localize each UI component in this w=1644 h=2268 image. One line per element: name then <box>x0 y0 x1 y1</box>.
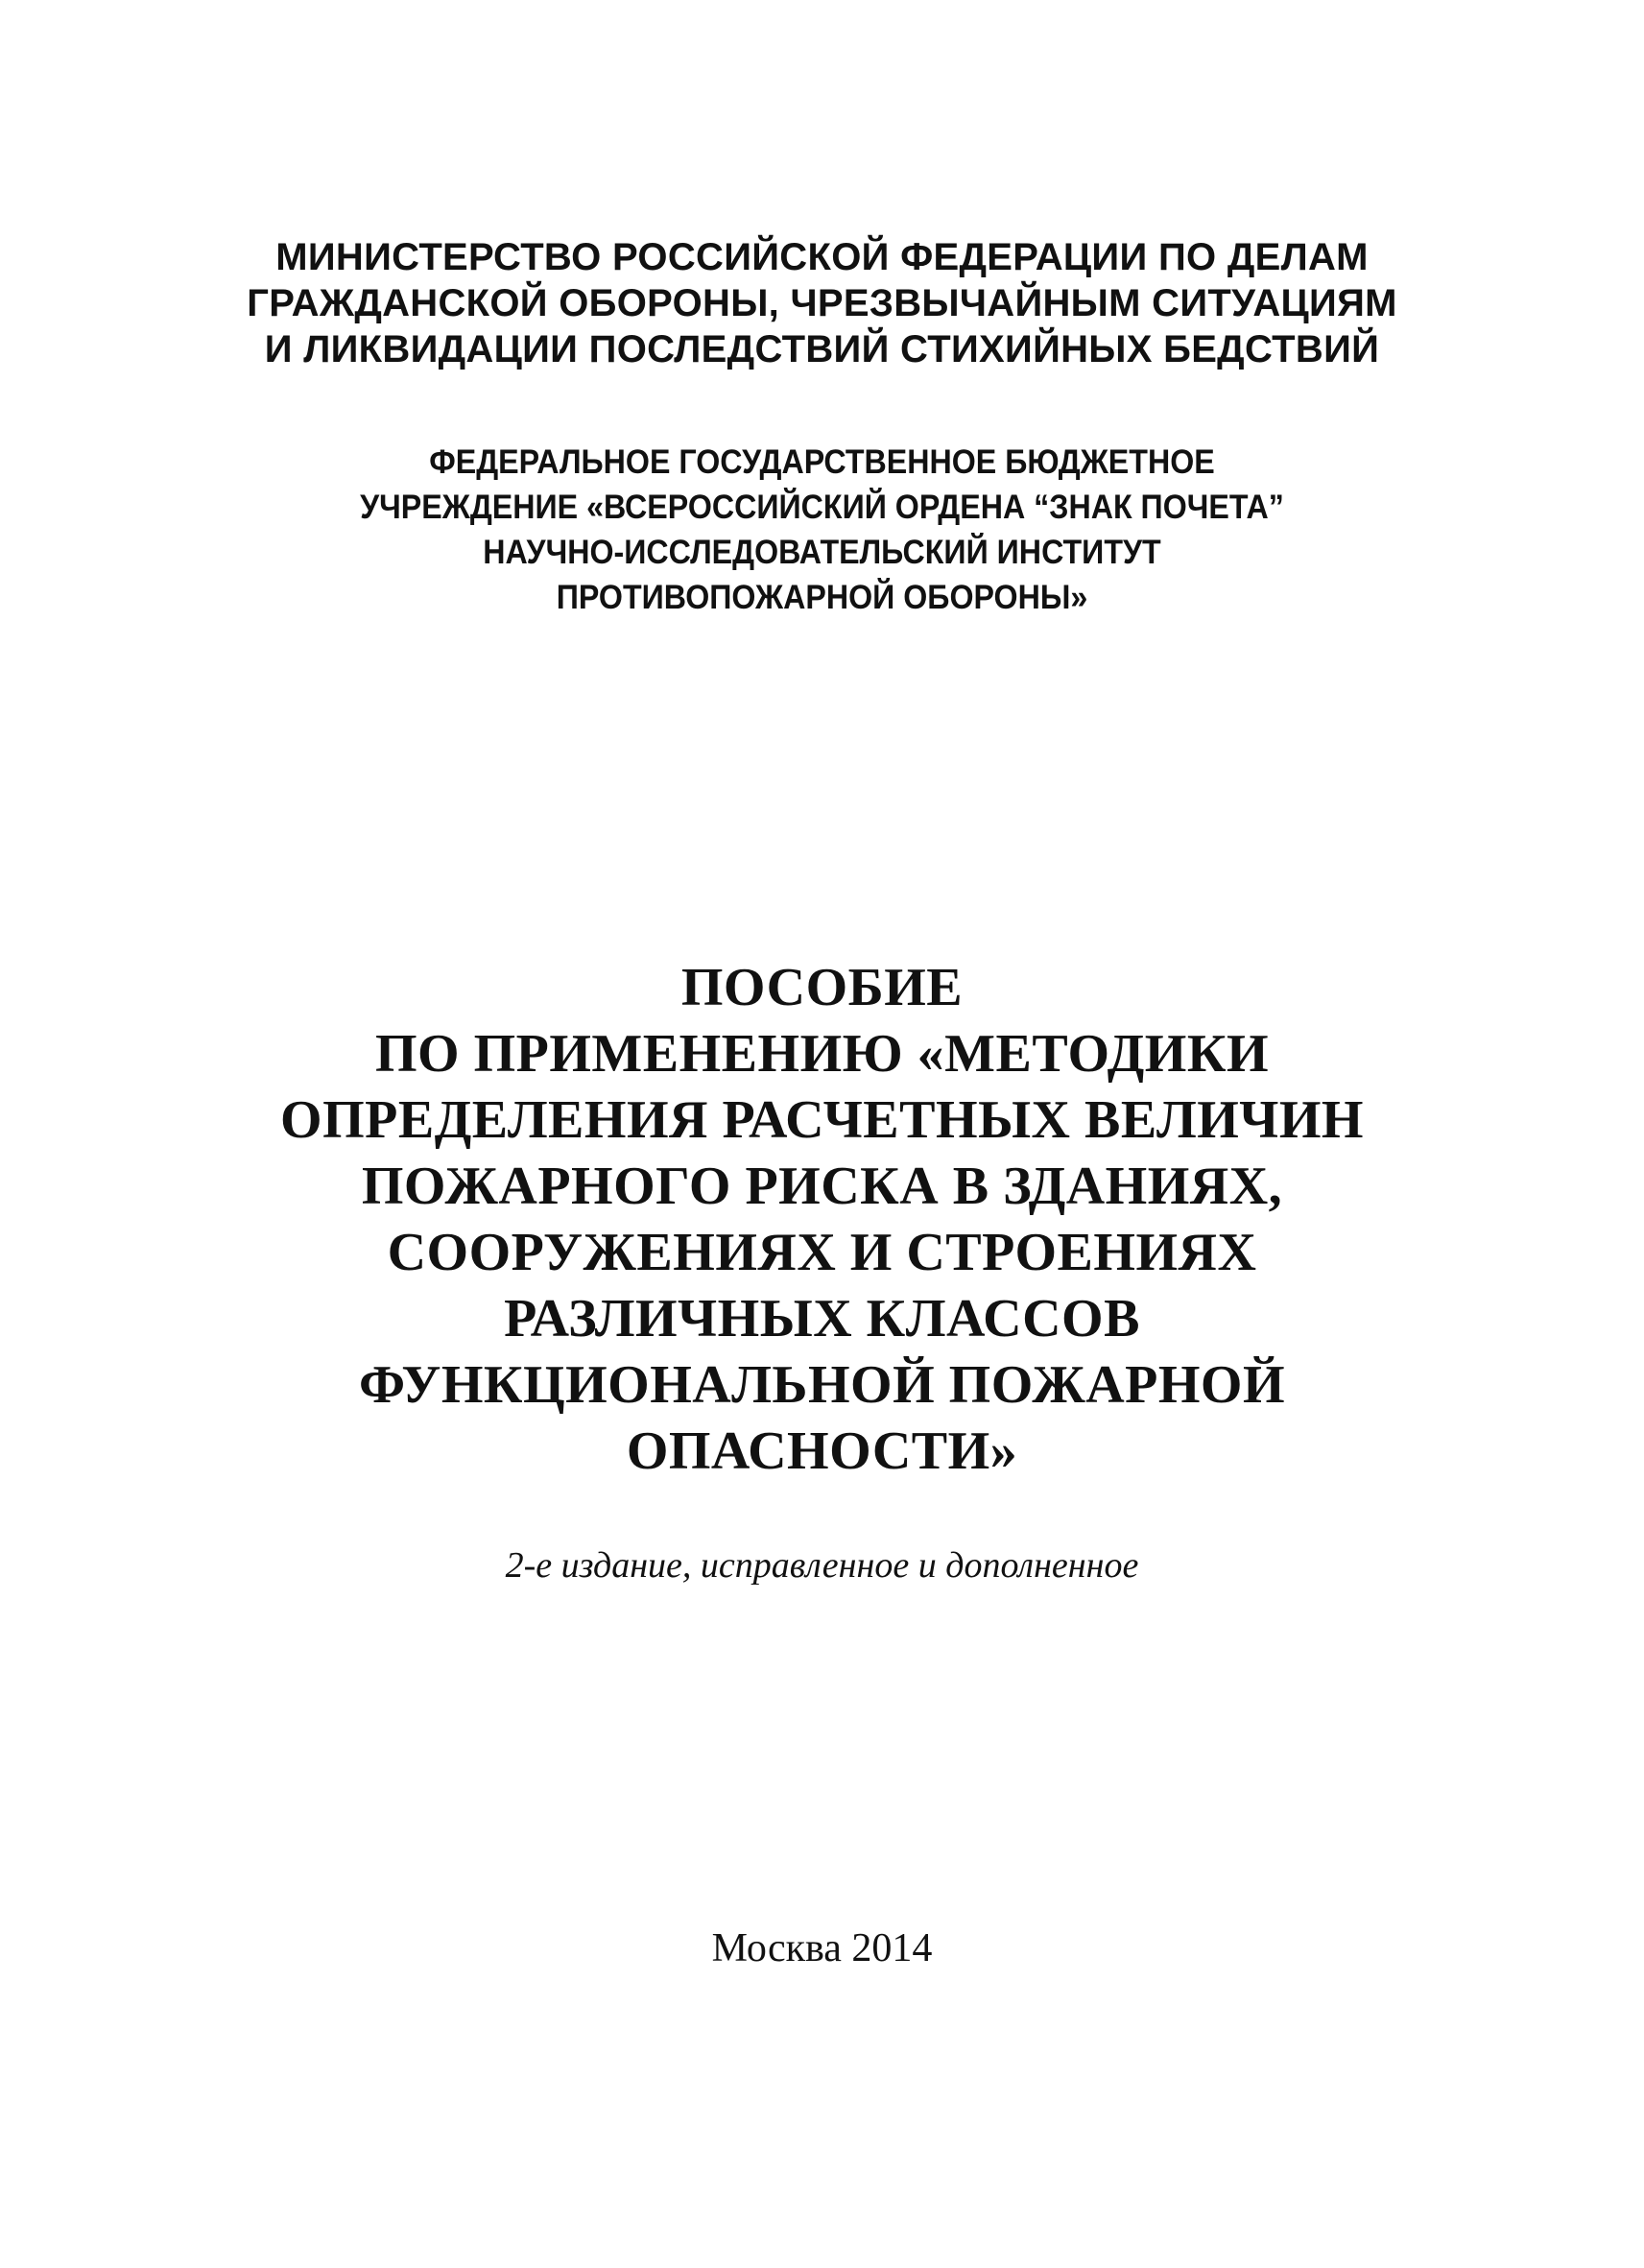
place-and-year: Москва 2014 <box>711 1926 933 1970</box>
institute-heading <box>66 440 1579 620</box>
edition-note: 2-е издание, исправленное и дополненное <box>505 1545 1139 1586</box>
title-line-3: ОПРЕДЕЛЕНИЯ РАСЧЕТНЫХ ВЕЛИЧИН <box>280 1090 1364 1150</box>
institute-line-3: НАУЧНО-ИССЛЕДОВАТЕЛЬСКИЙ ИНСТИТУТ <box>483 534 1161 571</box>
title-line-4: ПОЖАРНОГО РИСКА В ЗДАНИЯХ, <box>361 1157 1283 1216</box>
institute-line-2: УЧРЕЖДЕНИЕ «ВСЕРОССИЙСКИЙ ОРДЕНА “ЗНАК ПОЧЕТА” <box>360 489 1284 526</box>
ministry-line-3: И ЛИКВИДАЦИИ ПОСЛЕДСТВИЙ СТИХИЙНЫХ БЕДСТВИЙ <box>264 328 1380 370</box>
title-line-7: ФУНКЦИОНАЛЬНОЙ ПОЖАРНОЙ <box>358 1355 1286 1415</box>
ministry-heading <box>0 234 1644 372</box>
institute-line-1: ФЕДЕРАЛЬНОЕ ГОСУДАРСТВЕННОЕ БЮДЖЕТНОЕ <box>429 443 1215 481</box>
title-line-5: СООРУЖЕНИЯХ И СТРОЕНИЯХ <box>387 1223 1257 1282</box>
ministry-line-1: МИНИСТЕРСТВО РОССИЙСКОЙ ФЕДЕРАЦИИ ПО ДЕЛАМ <box>275 236 1369 278</box>
title-line-2: ПО ПРИМЕНЕНИЮ «МЕТОДИКИ <box>374 1024 1270 1084</box>
title-line-8: ОПАСНОСТИ» <box>626 1421 1018 1481</box>
title-line-1: ПОСОБИЕ <box>680 958 964 1017</box>
document-title <box>0 955 1644 1485</box>
institute-line-4: ПРОТИВОПОЖАРНОЙ ОБОРОНЫ» <box>556 579 1088 616</box>
ministry-line-2: ГРАЖДАНСКОЙ ОБОРОНЫ, ЧРЕЗВЫЧАЙНЫМ СИТУАЦИЯМ <box>247 282 1397 324</box>
title-line-6: РАЗЛИЧНЫХ КЛАССОВ <box>504 1289 1140 1349</box>
